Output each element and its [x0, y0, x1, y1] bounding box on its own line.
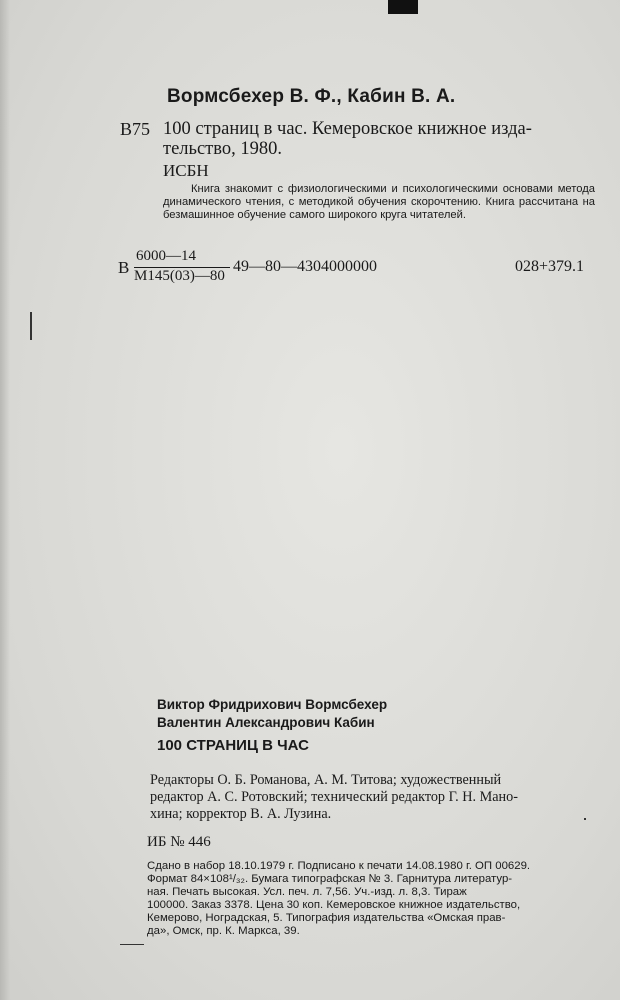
catalog-title-line-2: тельство, 1980.	[163, 139, 282, 159]
author-full-name-2: Валентин Александрович Кабин	[157, 715, 375, 730]
index-number: 49—80—4304000000	[233, 258, 377, 275]
catalog-code: В75	[120, 119, 151, 139]
scan-mark	[388, 0, 418, 14]
index-prefix: В	[118, 258, 130, 277]
editors-line: хина; корректор В. А. Лузина.	[150, 806, 332, 822]
isbn-label: ИСБН	[163, 161, 209, 180]
authors-header: Вормсбехер В. Ф., Кабин В. А.	[167, 86, 456, 107]
scan-speck	[120, 944, 144, 945]
index-denominator: М145(03)—80	[134, 268, 225, 284]
imprint-line: да», Омск, пр. К. Маркса, 39.	[147, 925, 300, 937]
udc-code: 028+379.1	[515, 258, 585, 275]
editors-line: Редакторы О. Б. Романова, А. М. Титова; художественный	[150, 772, 502, 788]
imprint-line: Сдано в набор 18.10.1979 г. Подписано к печати 14.08.1980 г. ОП 00629.	[147, 860, 531, 872]
ib-number: ИБ № 446	[147, 834, 211, 850]
author-full-name-1: Виктор Фридрихович Вормсбехер	[157, 697, 388, 712]
scan-speck	[584, 818, 586, 820]
imprint-block	[147, 860, 602, 938]
annotation-text: Книга знакомит с физиологическими и психологическими основами метода динамического чтения, с методикой обучения скорочтению. Книга рассчитана на безмашинное обучение самого широкого круга читателей.	[163, 183, 595, 221]
scan-speck	[30, 312, 32, 340]
imprint-line: Кемерово, Ноградская, 5. Типография издательства «Омская прав-	[147, 912, 506, 924]
imprint-line: Формат 84×108¹/₃₂. Бумага типографская № 3. Гарнитура литератур-	[147, 873, 513, 885]
page-edge-shadow	[0, 0, 10, 1000]
editors-block	[150, 772, 610, 823]
catalog-title-line-1: 100 страниц в час. Кемеровское книжное изда-	[163, 119, 532, 139]
index-numerator: 6000—14	[136, 248, 196, 264]
imprint-line: 100000. Заказ 3378. Цена 30 коп. Кемеровское книжное издательство,	[147, 899, 521, 911]
imprint-line: ная. Печать высокая. Усл. печ. л. 7,56. Уч.-изд. л. 8,3. Тираж	[147, 886, 467, 898]
editors-line: редактор А. С. Ротовский; технический редактор Г. Н. Мано-	[150, 789, 518, 805]
book-title: 100 СТРАНИЦ В ЧАС	[157, 737, 309, 754]
annotation	[163, 183, 595, 222]
